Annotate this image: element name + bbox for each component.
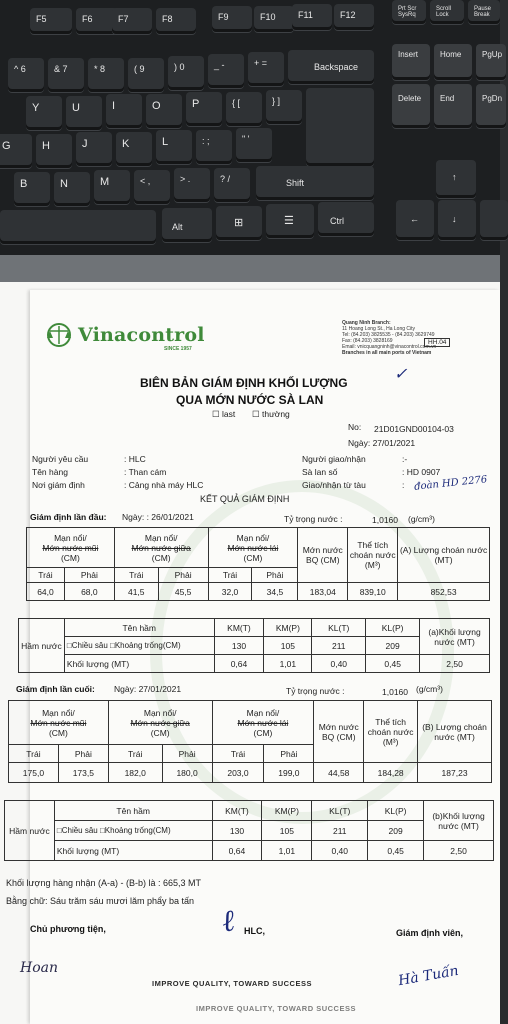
requester-value: : HLC: [124, 454, 146, 464]
key-f10[interactable]: F10: [254, 6, 294, 32]
menu-icon: ☰: [284, 215, 294, 227]
key-windows[interactable]: [216, 206, 262, 240]
doc-date: Ngày: 27/01/2021: [348, 438, 416, 448]
deliver-label: Người giao/nhận: [302, 454, 366, 464]
table-row: 64,0 68,0 41,5 45,5 32,0 34,5 183,04 839,10 852,53: [27, 583, 490, 601]
final-density-label: Tỷ trọng nước :: [286, 686, 345, 696]
logo-since: SINCE 1957: [164, 346, 192, 352]
key-pgup[interactable]: PgUp: [476, 44, 506, 80]
final-density-unit: (g/cm³): [416, 684, 443, 694]
from-vessel-value: :: [402, 480, 405, 490]
result-title: KẾT QUẢ GIÁM ĐỊNH: [200, 494, 290, 504]
keyboard: [0, 0, 503, 290]
key-space[interactable]: [0, 210, 156, 244]
hlc-signature-mark: ℓ: [219, 903, 237, 940]
key-scroll-lock[interactable]: Scroll Lock: [430, 0, 464, 24]
option-normal: ☐ thường: [252, 409, 290, 419]
key-f12[interactable]: F12: [334, 4, 374, 30]
arrow-down-icon: ↓: [452, 214, 457, 224]
signature-owner-label: Chủ phương tiện,: [30, 924, 106, 934]
key-arrow-down[interactable]: [438, 200, 476, 240]
key-b[interactable]: B: [14, 172, 50, 206]
key-arrow-up[interactable]: [436, 160, 476, 198]
deliver-value: :-: [402, 454, 408, 464]
footer-slogan: IMPROVE QUALITY, TOWARD SUCCESS: [152, 979, 312, 988]
doc-number-label: No:: [348, 422, 362, 432]
logo-emblem-icon: [44, 322, 74, 353]
key-n[interactable]: N: [54, 172, 90, 206]
final-b-header: (B) Lượng choán nước (MT): [418, 701, 492, 763]
final-density-value: 1,0160: [382, 687, 408, 697]
inspector-signature: Hà Tuấn: [397, 962, 460, 990]
initial-date: Ngày: : 26/01/2021: [122, 512, 194, 522]
branch-line-2: Tel: (84.203) 3825535 - (84.203) 3629749: [342, 332, 435, 338]
key-enter[interactable]: [306, 88, 374, 166]
key-6[interactable]: ^ 6: [8, 58, 44, 92]
doc-number: 21D01GND00104-03: [374, 424, 454, 434]
key-semicolon[interactable]: : ;: [196, 130, 232, 164]
hold-label: Hầm nước: [5, 801, 55, 861]
key-ctrl[interactable]: Ctrl: [318, 202, 374, 236]
owner-signature: Hoan: [20, 960, 59, 976]
key-equals[interactable]: + =: [248, 52, 284, 86]
requester-label: Người yêu cầu: [32, 454, 89, 464]
final-label: Giám định lần cuối:: [16, 684, 95, 694]
initial-mid-header: Mạn nổi/ Mớn nước giữa (CM): [114, 528, 208, 568]
key-quote[interactable]: " ': [236, 128, 272, 162]
windows-icon: ⊞: [234, 217, 244, 229]
final-vol-header: Thể tích choán nước (M³): [364, 701, 418, 763]
initial-a-header: (A) Lượng choán nước (MT): [398, 528, 490, 583]
key-pause[interactable]: Pause Break: [468, 0, 500, 24]
final-mid-header: Mạn nổi/ Mớn nước giữa (CM): [108, 701, 212, 745]
key-menu[interactable]: [266, 204, 314, 238]
hold-label: Hầm nước: [19, 619, 65, 673]
final-aft-header: Mạn nổi/ Mớn nước lái (CM): [212, 701, 314, 745]
signature-inspector-label: Giám định viên,: [396, 928, 464, 938]
key-j[interactable]: J: [76, 132, 112, 166]
branch-line-3: Fax: (84.203) 3828169: [342, 338, 393, 344]
key-f9[interactable]: F9: [212, 6, 252, 32]
key-alt[interactable]: Alt: [162, 208, 212, 242]
key-u[interactable]: U: [66, 96, 102, 130]
final-date: Ngày: 27/01/2021: [114, 684, 182, 694]
signature-hlc-label: HLC,: [244, 926, 265, 936]
key-f7[interactable]: F7: [112, 8, 152, 34]
key-bracket-right[interactable]: } ]: [266, 90, 302, 124]
table-row: □Chiều sâu □Khoảng trống(CM) 130 105 211 209: [19, 637, 490, 655]
table-row: Khối lượng (MT) 0,64 1,01 0,40 0,45 2,50: [19, 655, 490, 673]
key-delete[interactable]: Delete: [392, 84, 430, 128]
footer-slogan-underlay: IMPROVE QUALITY, TOWARD SUCCESS: [196, 1004, 356, 1013]
arrow-left-icon: ←: [410, 214, 419, 224]
key-f11[interactable]: F11: [292, 4, 332, 30]
final-draft-table: Mạn nổi/ Mớn nước mũi (CM) Mạn nổi/ Mớn nước giữa (CM) Mạn nổi/ Mớn nước lái (CM) Mớn nước BQ (CM) Thể tích choán nước (M³) (B) Lượng choán nước (MT) Trái Phải Trái Phải Trái Phải 175,0 173,5 182,0 180,0 203,0 199,0 44,58 184,28 187,23: [8, 700, 492, 783]
key-0[interactable]: ) 0: [168, 56, 204, 90]
key-insert[interactable]: Insert: [392, 44, 430, 80]
key-bracket-left[interactable]: { [: [226, 92, 262, 126]
key-comma[interactable]: < ,: [134, 170, 170, 204]
place-value: : Cảng nhà máy HLC: [124, 480, 204, 490]
key-k[interactable]: K: [116, 132, 152, 166]
key-shift[interactable]: Shift: [256, 166, 374, 200]
branch-title: Quang Ninh Branch:: [342, 320, 391, 326]
initial-draft-table: Mạn nổi/ Mớn nước mũi (CM) Mạn nổi/ Mớn nước giữa (CM) Mạn nổi/ Mớn nước lái (CM) Mớn nước BQ (CM) Thể tích choán nước (M³) (A) Lượng choán nước (MT) Trái Phải Trái Phải Trái Phải 64,0 68,0 41,5 45,5 32,0 34,5 183,04 839,10 852,53: [26, 527, 490, 601]
table-row: □Chiều sâu □Khoảng trống(CM) 130 105 211 209: [5, 821, 494, 841]
summary-words: Bằng chữ: Sáu trăm sáu mươi lăm phẩy ba tấn: [6, 896, 195, 906]
key-pgdn[interactable]: PgDn: [476, 84, 506, 128]
key-m[interactable]: M: [94, 170, 130, 204]
key-arrow-left[interactable]: [396, 200, 434, 240]
key-i[interactable]: I: [106, 94, 142, 128]
handwritten-check-mark: ✓: [394, 364, 408, 383]
key-y[interactable]: Y: [26, 96, 62, 130]
key-end[interactable]: End: [434, 84, 472, 128]
initial-density-value: 1,0160: [372, 515, 398, 525]
branch-line-1: 11 Hoang Long St., Ha Long City: [342, 326, 416, 332]
branch-line-5: Branches in all main ports of Vietnam: [342, 350, 432, 356]
key-9[interactable]: ( 9: [128, 58, 164, 92]
key-l[interactable]: L: [156, 130, 192, 164]
goods-value: : Than cám: [124, 467, 167, 477]
key-f8[interactable]: F8: [156, 8, 196, 34]
key-period[interactable]: > .: [174, 168, 210, 202]
option-last: ☐ last: [212, 409, 236, 419]
key-8[interactable]: * 8: [88, 58, 124, 92]
key-backspace[interactable]: Backspace: [288, 50, 374, 84]
from-vessel-handwritten: đoàn HD 2276: [413, 474, 488, 493]
table-row: Khối lượng (MT) 0,64 1,01 0,40 0,45 2,50: [5, 841, 494, 861]
barge-value: : HD 0907: [402, 467, 441, 477]
key-7[interactable]: & 7: [48, 58, 84, 92]
doc-title-line2: QUA MỚN NƯỚC SÀ LAN: [176, 393, 324, 407]
logo-text: Vinacontrol: [78, 324, 205, 346]
key-slash[interactable]: ? /: [214, 168, 250, 202]
from-vessel-label: Giao/nhận từ tàu: [302, 480, 366, 490]
key-minus[interactable]: _ -: [208, 54, 244, 88]
initial-label: Giám định lần đầu:: [30, 512, 107, 522]
final-bq-header: Mớn nước BQ (CM): [314, 701, 364, 763]
key-h[interactable]: H: [36, 134, 72, 168]
initial-vol-header: Thể tích choán nước (M³): [348, 528, 398, 583]
key-p[interactable]: P: [186, 92, 222, 126]
key-f5[interactable]: F5: [30, 8, 72, 34]
key-home[interactable]: Home: [434, 44, 472, 80]
initial-density-unit: (g/cm³): [408, 514, 435, 524]
goods-label: Tên hàng: [32, 467, 68, 477]
form-code: HH.04: [424, 338, 450, 347]
arrow-up-icon: ↑: [452, 172, 457, 182]
table-row: 175,0 173,5 182,0 180,0 203,0 199,0 44,58 184,28 187,23: [9, 763, 492, 783]
doc-title-line1: BIÊN BẢN GIÁM ĐỊNH KHỐI LƯỢNG: [140, 376, 348, 390]
key-o[interactable]: O: [146, 94, 182, 128]
barge-label: Sà lan số: [302, 467, 338, 477]
final-hold-table: Hầm nước Tên hầm KM(T) KM(P) KL(T) KL(P) (b)Khối lượng nước (MT) □Chiều sâu □Khoảng trống(CM) 130 105 211 209 Khối lượng (MT) 0,64 1,01 0,40 0,45 2,50: [4, 800, 494, 861]
final-fore-header: Mạn nổi/ Mớn nước mũi (CM): [9, 701, 109, 745]
summary-weight: Khối lượng hàng nhận (A-a) - (B-b) là : 665,3 MT: [6, 878, 202, 888]
key-prtscr[interactable]: Prt Scr SysRq: [392, 0, 426, 24]
place-label: Nơi giám định: [32, 480, 85, 490]
initial-aft-header: Mạn nổi/ Mớn nước lái (CM): [208, 528, 298, 568]
key-f6[interactable]: F6: [76, 8, 118, 34]
initial-fore-header: Mạn nổi/ Mớn nước mũi (CM): [27, 528, 115, 568]
branch-line-4: Email: vnicquangninh@vinacontrol.com.vn: [342, 344, 437, 350]
initial-hold-table: Hầm nước Tên hầm KM(T) KM(P) KL(T) KL(P) (a)Khối lượng nước (MT) □Chiều sâu □Khoảng trống(CM) 130 105 211 209 Khối lượng (MT) 0,64 1,01 0,40 0,45 2,50: [18, 618, 490, 673]
initial-density-label: Tỷ trọng nước :: [284, 514, 343, 524]
key-arrow-right[interactable]: [480, 200, 508, 240]
initial-bq-header: Mớn nước BQ (CM): [298, 528, 348, 583]
key-g[interactable]: G: [0, 134, 32, 168]
